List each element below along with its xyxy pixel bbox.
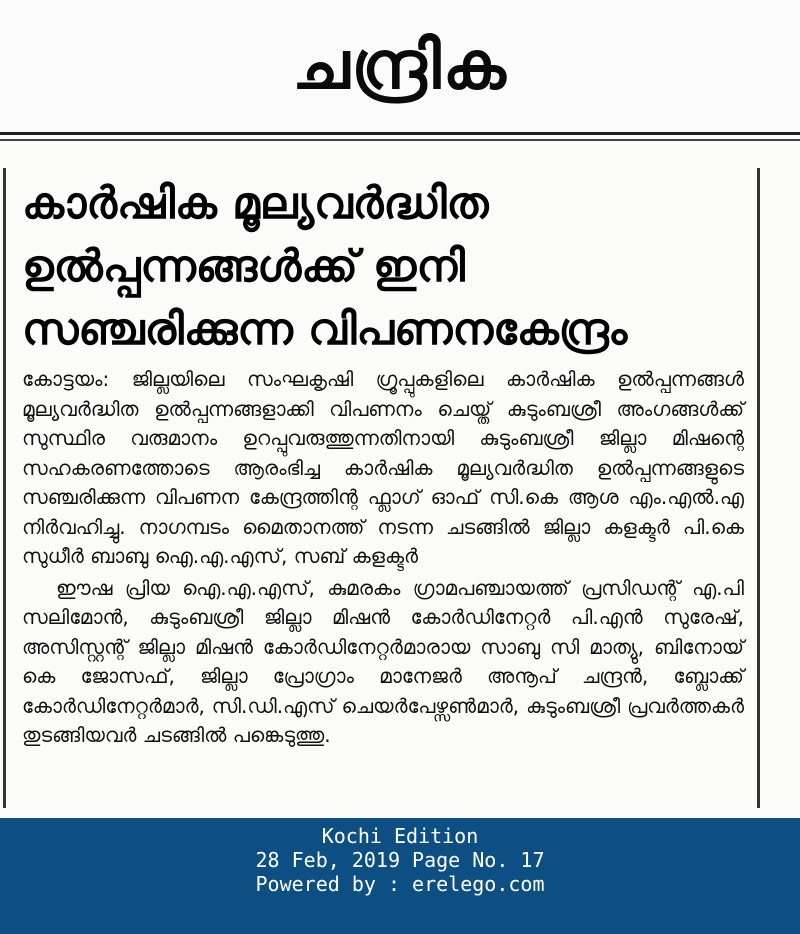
article-headline bbox=[22, 172, 722, 361]
column-rule-left bbox=[3, 168, 6, 808]
column-rule-right bbox=[757, 168, 760, 808]
newspaper-name: ചന്ദ്രിക bbox=[292, 26, 508, 104]
headline-line-1: കാർഷിക മൂല്യവർദ്ധിത bbox=[22, 178, 489, 229]
edition-label: Kochi Edition bbox=[321, 824, 479, 848]
article-body bbox=[22, 365, 744, 751]
masthead-rule bbox=[0, 132, 800, 135]
headline-line-3: സഞ്ചരിക്കുന്ന വിപണനകേന്ദ്രം bbox=[22, 304, 628, 355]
article-paragraph-2: ഈഷ പ്രിയ ഐ.എ.എസ്, കുമരകം ഗ്രാമപഞ്ചായത്ത് പ്രസിഡന്റ് എ.പി സലിമോൻ, കുടുംബശ്രീ ജില്ലാ മിഷൻ കോർഡിനേറ്റർ പി.എൻ സുരേഷ്, അസിസ്റ്റന്റ് ജില്ലാ മിഷൻ കോർഡിനേറ്റർമാരായ സാബു സി മാത്യു, ബിനോയ് കെ ജോസഫ്, ജില്ലാ പ്രോഗ്രാം മാനേജർ അനൂപ് ചന്ദ്രൻ, ബ്ലോക്ക് കോർഡിനേറ്റർമാർ, സി.ഡി.എസ് ചെയർപേഴ്സൺമാർ, കുടുംബശ്രീ പ്രവർത്തകർ തുടങ്ങിയവർ ചടങ്ങിൽ പങ്കെടുത്തു. bbox=[22, 575, 744, 747]
edition-footer bbox=[0, 818, 800, 934]
masthead bbox=[0, 0, 800, 132]
date-page-label: 28 Feb, 2019 Page No. 17 bbox=[255, 848, 545, 872]
headline-line-2: ഉൽപ്പന്നങ്ങൾക്ക് ഇനി bbox=[22, 241, 465, 292]
article-paragraph-1: കോട്ടയം: ജില്ലയിലെ സംഘകൃഷി ഗ്രൂപ്പുകളിലെ കാർഷിക ഉൽപ്പന്നങ്ങൾ മൂല്യവർദ്ധിത ഉൽപ്പന്നങ്ങളാക്കി വിപണനം ചെയ്ത് കുടുംബശ്രീ അംഗങ്ങൾക്ക് സുസ്ഥിര വരുമാനം ഉറപ്പുവരുത്തുന്നതിനായി കുടുംബശ്രീ ജില്ലാ മിഷന്റെ സഹകരണത്തോടെ ആരംഭിച്ച കാർഷിക മൂല്യവർദ്ധിത ഉൽപ്പന്നങ്ങളുടെ സഞ്ചരിക്കുന്ന വിപണന കേന്ദ്രത്തിന്റ ഫ്ലാഗ് ഓഫ് സി.കെ ആശ എം.എൽ.എ നിർവഹിച്ചു. നാഗമ്പടം മൈതാനത്ത് നടന്ന ചടങ്ങിൽ ജില്ലാ കളക്ടർ പി.കെ സുധീർ ബാബു ഐ.എ.എസ്, സബ് കളക്ടർ bbox=[22, 367, 744, 568]
powered-by-link[interactable]: Powered by : erelego.com bbox=[255, 872, 545, 896]
